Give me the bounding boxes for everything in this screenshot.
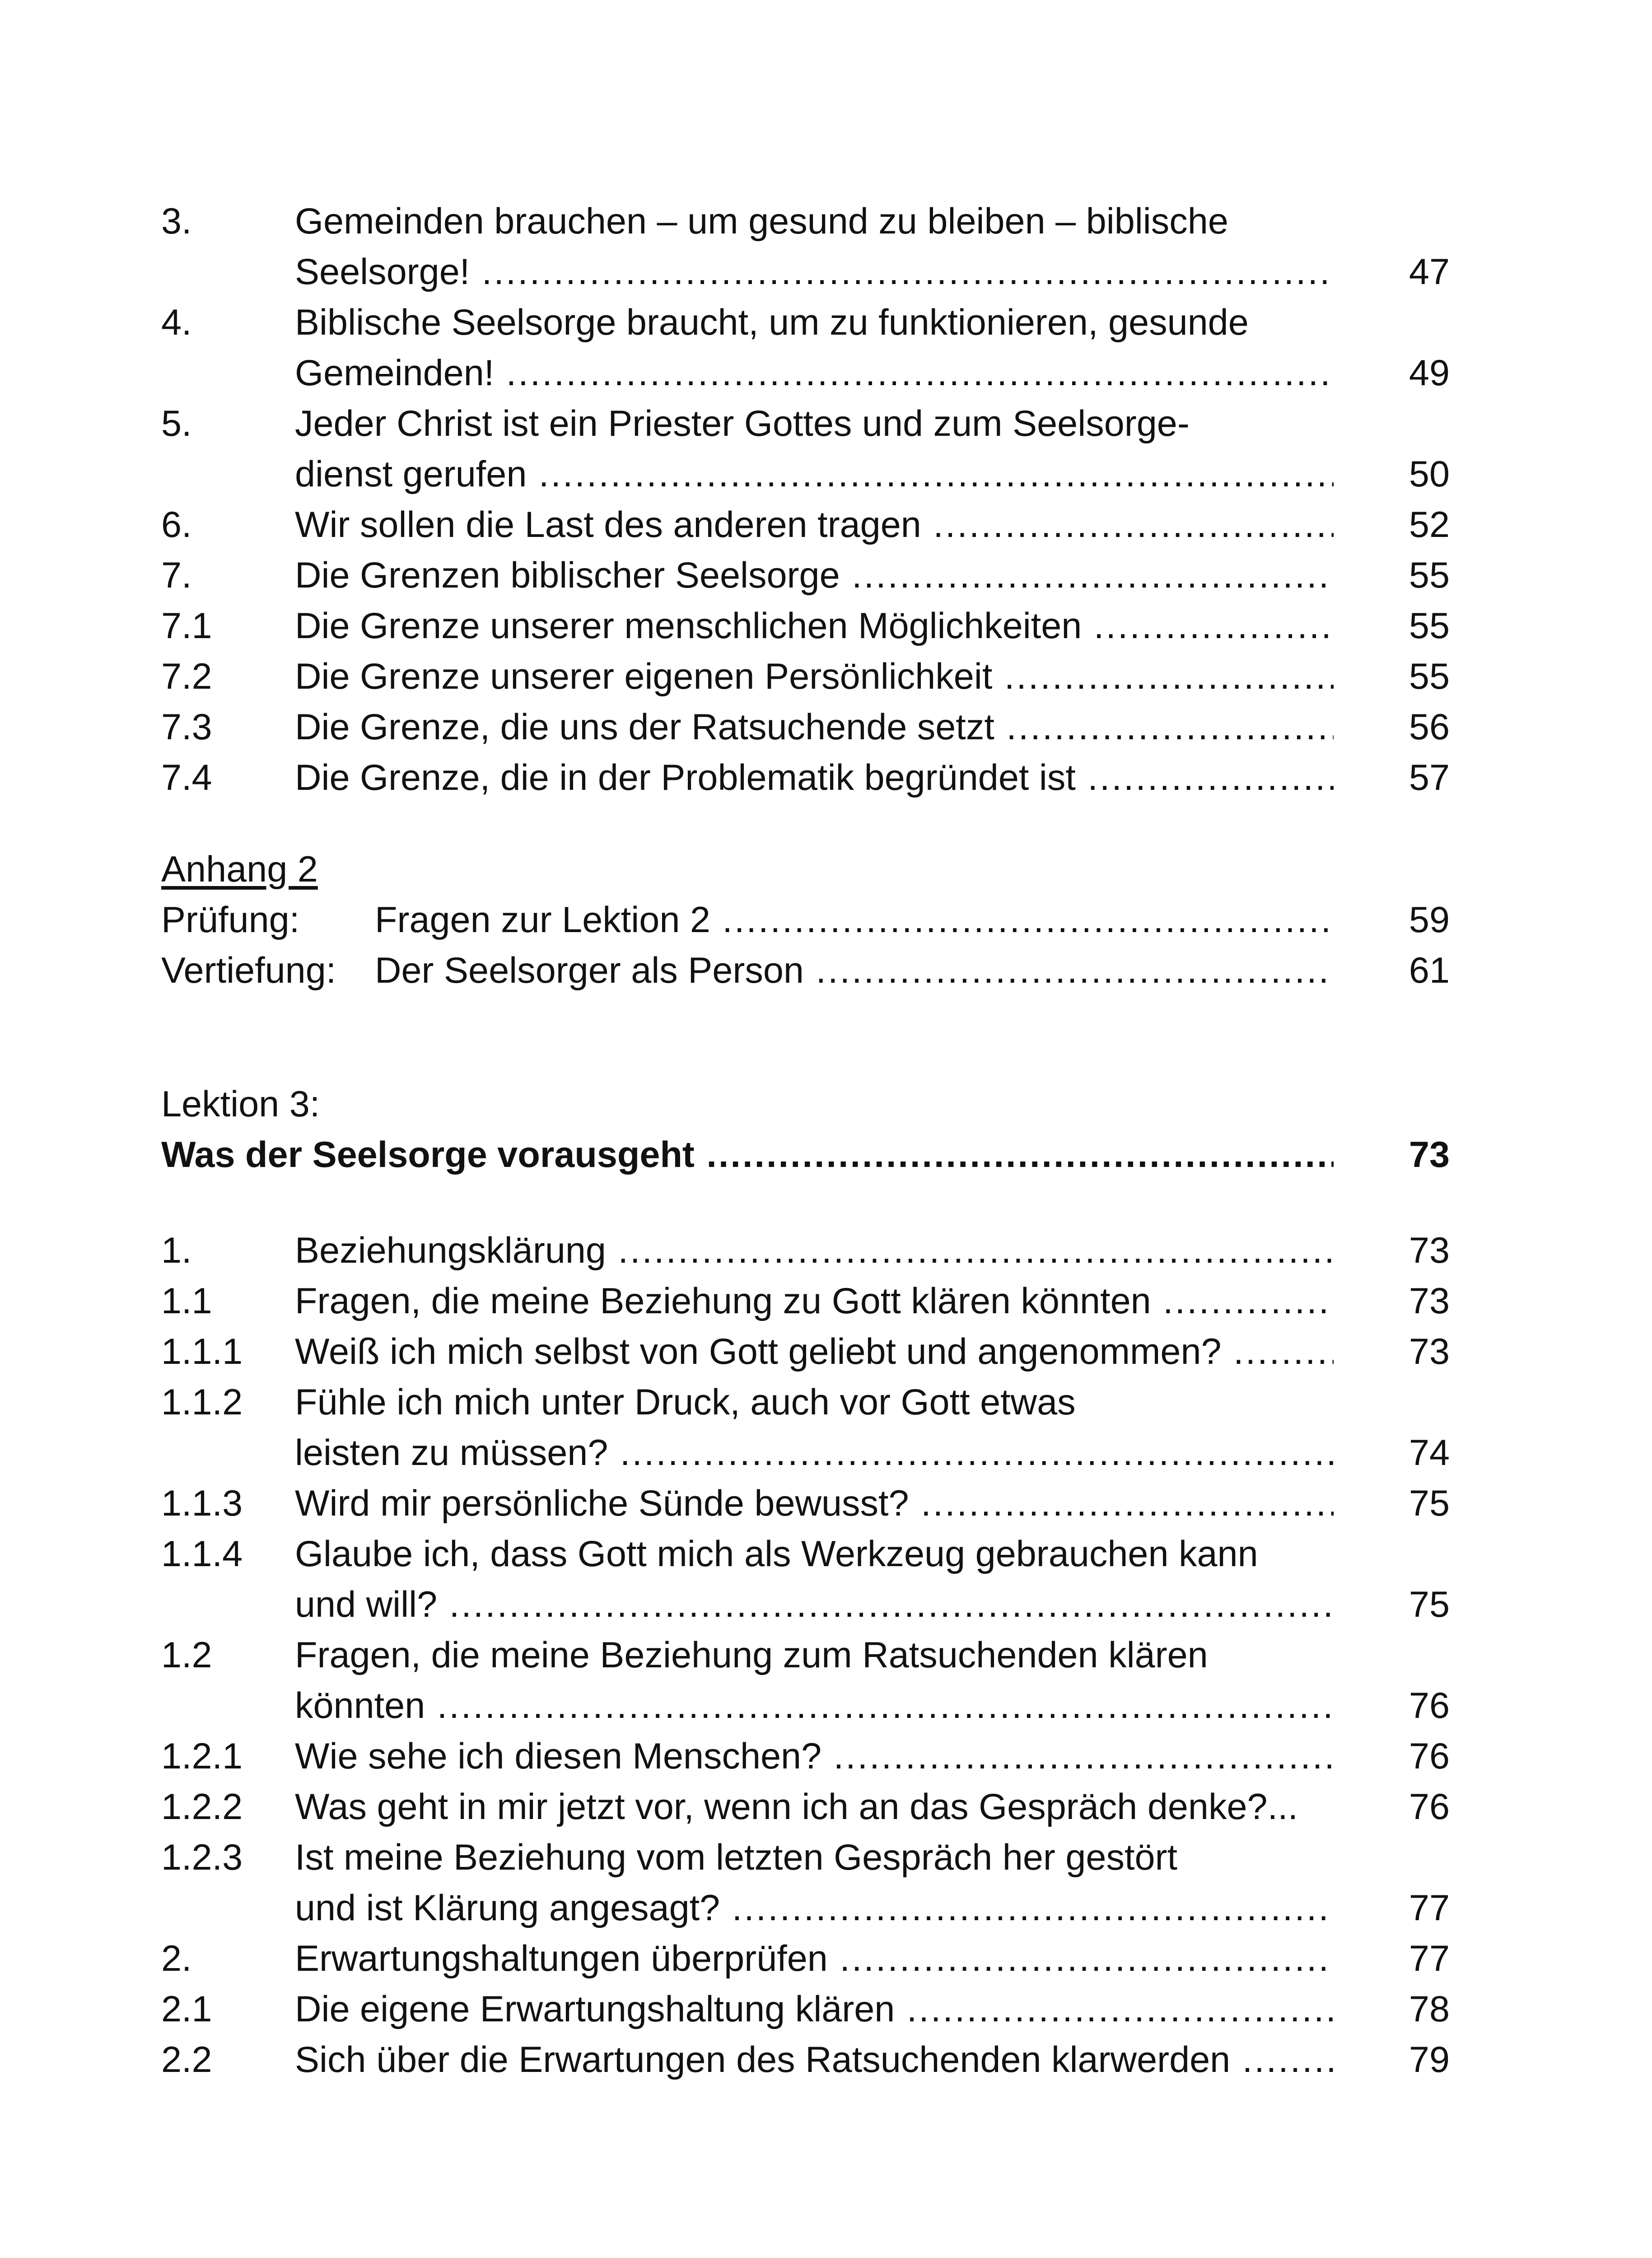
entry-page: 73 — [1409, 1281, 1450, 1321]
entry-page: 56 — [1409, 707, 1450, 747]
entry-title-continued: und will? ..... — [295, 1579, 1334, 1630]
entry-page: 52 — [1409, 504, 1450, 545]
entry-page: 55 — [1409, 555, 1450, 596]
entry-number: 4. — [161, 302, 192, 343]
entry-page: 73 — [1409, 1331, 1450, 1372]
entry-page: 76 — [1409, 1685, 1450, 1726]
entry-title: Die Grenze, die in der Problematik begründet ist ..... — [295, 752, 1334, 803]
entry-title: Erwartungshaltungen überprüfen ..... — [295, 1933, 1334, 1984]
entry-page: 79 — [1409, 2039, 1450, 2080]
toc-entry-continuation — [0, 1680, 1652, 1731]
entry-page: 50 — [1409, 454, 1450, 495]
entry-page: 77 — [1409, 1888, 1450, 1928]
entry-title: Die Grenze unserer menschlichen Möglichkeiten ..... — [295, 601, 1334, 651]
toc-entry — [0, 1529, 1652, 1579]
entry-number: 1.1.1 — [161, 1331, 243, 1372]
appendix-label: Prüfung: — [161, 900, 300, 940]
entry-title: Fragen, die meine Beziehung zum Ratsuchenden klären — [295, 1635, 1208, 1675]
entry-number: 1. — [161, 1230, 192, 1271]
entry-number: 7.3 — [161, 707, 212, 747]
toc-entry — [0, 550, 1652, 601]
entry-page: 75 — [1409, 1584, 1450, 1625]
entry-title: Sich über die Erwartungen des Ratsuchenden klarwerden ..... — [295, 2034, 1334, 2085]
entry-number: 2.1 — [161, 1989, 212, 2029]
entry-title: Die Grenze unserer eigenen Persönlichkeit ..... — [295, 651, 1334, 702]
entry-page: 74 — [1409, 1432, 1450, 1473]
entry-number: 1.2.1 — [161, 1736, 243, 1777]
toc-entry — [0, 1225, 1652, 1276]
entry-page: 76 — [1409, 1787, 1450, 1827]
entry-page: 78 — [1409, 1989, 1450, 2029]
entry-page: 77 — [1409, 1938, 1450, 1979]
entry-number: 5. — [161, 403, 192, 444]
entry-number: 2.2 — [161, 2039, 212, 2080]
entry-page: 57 — [1409, 757, 1450, 798]
entry-number: 6. — [161, 504, 192, 545]
appendix-entry — [0, 895, 1652, 945]
toc-entry — [0, 1478, 1652, 1529]
entry-title-continued: dienst gerufen ..... — [295, 449, 1334, 499]
entry-title: Glaube ich, dass Gott mich als Werkzeug gebrauchen kann — [295, 1534, 1258, 1574]
toc-entry — [0, 1276, 1652, 1326]
appendix-label: Vertiefung: — [161, 950, 336, 991]
entry-number: 7.2 — [161, 656, 212, 697]
entry-page: 76 — [1409, 1736, 1450, 1777]
entry-title: Wird mir persönliche Sünde bewusst? ..... — [295, 1478, 1334, 1529]
toc-entry — [0, 1832, 1652, 1883]
entry-title: Biblische Seelsorge braucht, um zu funktionieren, gesunde — [295, 302, 1249, 343]
entry-title: Weiß ich mich selbst von Gott geliebt und angenommen? ..... — [295, 1326, 1334, 1377]
toc-entry — [0, 1326, 1652, 1377]
toc-entry — [0, 1731, 1652, 1782]
entry-page: 47 — [1409, 252, 1450, 292]
entry-number: 7. — [161, 555, 192, 596]
entry-number: 1.1 — [161, 1281, 212, 1321]
toc-entry — [0, 1377, 1652, 1428]
entry-title-continued: und ist Klärung angesagt? ..... — [295, 1883, 1334, 1933]
toc-entry — [0, 196, 1652, 247]
toc-entry — [0, 1782, 1652, 1832]
lesson-title: Was der Seelsorge vorausgeht ..... — [161, 1129, 1334, 1180]
appendix-entry — [0, 945, 1652, 996]
entry-number: 1.2.2 — [161, 1787, 243, 1827]
entry-number: 1.2 — [161, 1635, 212, 1675]
entry-title-continued: Gemeinden! ..... — [295, 348, 1334, 398]
toc-entry-continuation — [0, 449, 1652, 499]
entry-page: 73 — [1409, 1230, 1450, 1271]
toc-entry-continuation — [0, 348, 1652, 398]
toc-entry — [0, 499, 1652, 550]
toc-entry-continuation — [0, 1579, 1652, 1630]
entry-title-continued: leisten zu müssen? ..... — [295, 1428, 1334, 1478]
toc-entry — [0, 702, 1652, 752]
entry-title: Die Grenzen biblischer Seelsorge ..... — [295, 550, 1334, 601]
appendix-title: Der Seelsorger als Person ..... — [375, 945, 1334, 996]
lesson-label-line — [0, 1079, 1652, 1129]
appendix-heading-line — [0, 844, 1652, 895]
toc-entry — [0, 1933, 1652, 1984]
entry-number: 1.2.3 — [161, 1837, 243, 1878]
toc-entry — [0, 1984, 1652, 2034]
entry-title: Gemeinden brauchen – um gesund zu bleiben – biblische — [295, 201, 1228, 242]
appendix-page: 59 — [1409, 900, 1450, 940]
entry-title: Wie sehe ich diesen Menschen? ..... — [295, 1731, 1334, 1782]
entry-title: Was geht in mir jetzt vor, wenn ich an das Gespräch denke?... — [295, 1787, 1298, 1827]
entry-title: Die Grenze, die uns der Ratsuchende setzt ..... — [295, 702, 1334, 752]
entry-number: 2. — [161, 1938, 192, 1979]
toc-entry-continuation — [0, 1428, 1652, 1478]
entry-number: 1.1.2 — [161, 1382, 243, 1423]
appendix-page: 61 — [1409, 950, 1450, 991]
toc-entry — [0, 2034, 1652, 2085]
entry-title-continued: könnten ..... — [295, 1680, 1334, 1731]
toc-entry — [0, 398, 1652, 449]
entry-number: 7.1 — [161, 606, 212, 646]
entry-page: 55 — [1409, 656, 1450, 697]
lesson-page: 73 — [1409, 1134, 1450, 1175]
toc-entry-continuation — [0, 247, 1652, 297]
entry-number: 1.1.4 — [161, 1534, 243, 1574]
entry-page: 75 — [1409, 1483, 1450, 1524]
entry-title: Fühle ich mich unter Druck, auch vor Gott etwas — [295, 1382, 1076, 1423]
entry-number: 1.1.3 — [161, 1483, 243, 1524]
entry-title: Wir sollen die Last des anderen tragen ..... — [295, 499, 1334, 550]
appendix-heading: Anhang 2 — [161, 849, 318, 890]
entry-title-continued: Seelsorge! ..... — [295, 247, 1334, 297]
toc-entry — [0, 297, 1652, 348]
entry-title: Ist meine Beziehung vom letzten Gespräch her gestört — [295, 1837, 1178, 1878]
lesson-title-line — [0, 1129, 1652, 1180]
toc-entry — [0, 601, 1652, 651]
lesson-label: Lektion 3: — [161, 1084, 320, 1124]
entry-number: 3. — [161, 201, 192, 242]
entry-number: 7.4 — [161, 757, 212, 798]
entry-title: Fragen, die meine Beziehung zu Gott klären könnten ..... — [295, 1276, 1334, 1326]
toc-entry — [0, 1630, 1652, 1680]
toc-entry — [0, 651, 1652, 702]
entry-title: Jeder Christ ist ein Priester Gottes und zum Seelsorge- — [295, 403, 1190, 444]
entry-page: 49 — [1409, 353, 1450, 393]
entry-page: 55 — [1409, 606, 1450, 646]
toc-entry-continuation — [0, 1883, 1652, 1933]
entry-title: Beziehungsklärung ..... — [295, 1225, 1334, 1276]
entry-title: Die eigene Erwartungshaltung klären ..... — [295, 1984, 1334, 2034]
toc-entry — [0, 752, 1652, 803]
appendix-title: Fragen zur Lektion 2 ..... — [375, 895, 1334, 945]
